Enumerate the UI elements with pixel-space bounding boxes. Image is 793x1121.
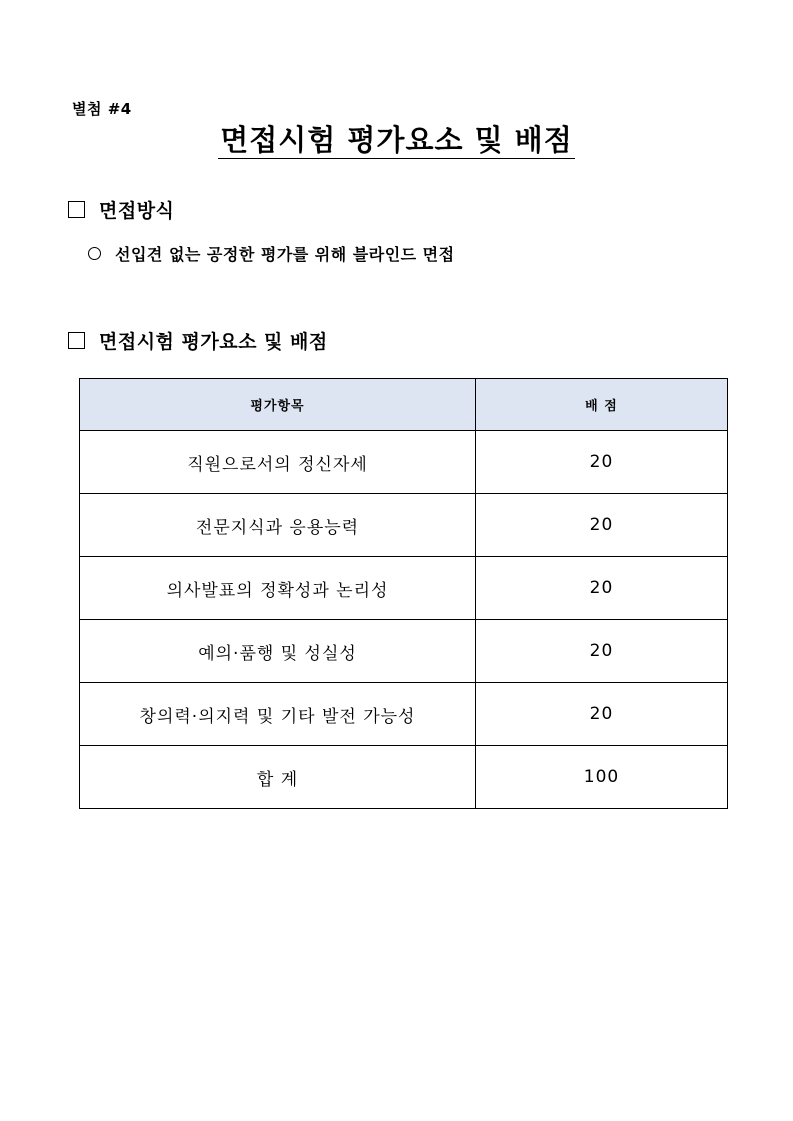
table-total-row [80, 746, 728, 809]
table-cell-item: 창의력·의지력 및 기타 발전 가능성 [80, 683, 476, 746]
circle-bullet-icon [88, 247, 101, 260]
table-cell-total-score: 100 [476, 746, 728, 809]
table-row [80, 557, 728, 620]
table-row [80, 683, 728, 746]
table-header-row [80, 379, 728, 431]
table-cell-item: 의사발표의 정확성과 논리성 [80, 557, 476, 620]
table-row [80, 431, 728, 494]
table-cell-item: 직원으로서의 정신자세 [80, 431, 476, 494]
attachment-label: 별첨 #4 [72, 100, 132, 118]
section-heading-label: 면접방식 [99, 200, 175, 222]
table-cell-item: 예의·품행 및 성실성 [80, 620, 476, 683]
column-header-score: 배 점 [476, 379, 728, 431]
checkbox-icon [68, 201, 85, 218]
checkbox-icon [68, 332, 85, 349]
table-row [80, 620, 728, 683]
table-cell-item: 전문지식과 응용능력 [80, 494, 476, 557]
table-cell-score: 20 [476, 620, 728, 683]
section-heading-interview-method [68, 196, 174, 223]
page-title-text: 면접시험 평가요소 및 배점 [220, 123, 573, 157]
table-cell-total-label: 합 계 [80, 746, 476, 809]
table-cell-score: 20 [476, 494, 728, 557]
section-heading-label: 면접시험 평가요소 및 배점 [99, 331, 328, 353]
column-header-item: 평가항목 [80, 379, 476, 431]
page-title [0, 118, 793, 159]
section-heading-evaluation [68, 327, 328, 354]
evaluation-table [79, 378, 728, 809]
table-row [80, 494, 728, 557]
bullet-item [88, 242, 455, 265]
table-cell-score: 20 [476, 557, 728, 620]
bullet-text: 선입견 없는 공정한 평가를 위해 블라인드 면접 [115, 245, 455, 264]
table-cell-score: 20 [476, 431, 728, 494]
table-cell-score: 20 [476, 683, 728, 746]
